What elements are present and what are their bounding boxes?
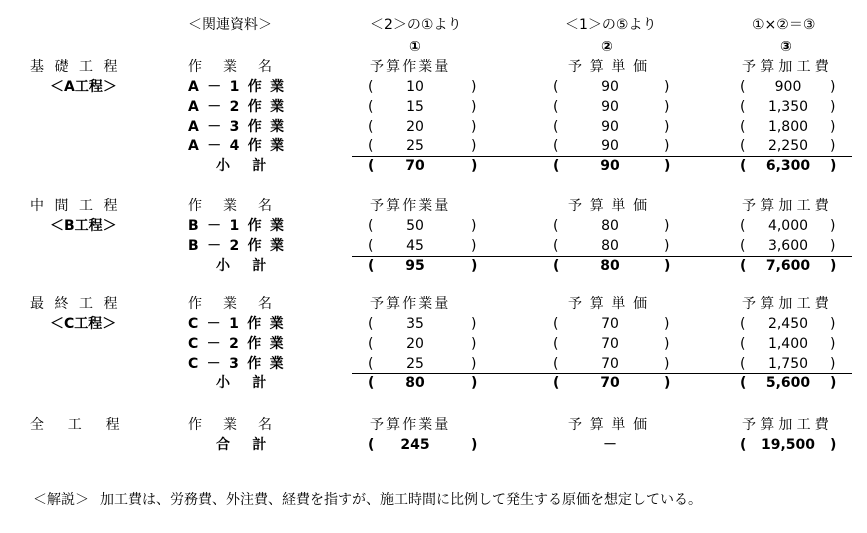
work-volume-value: 20	[406, 335, 424, 352]
subtotal-label: 小計	[216, 257, 289, 274]
close-paren: )	[664, 218, 670, 234]
col2-label: 予算単価	[568, 59, 655, 75]
close-paren: )	[471, 118, 477, 135]
close-paren: )	[471, 79, 477, 95]
col1-number: ①	[409, 39, 421, 55]
processing-cost-value: 1,400	[767, 335, 809, 352]
subtotal-volume-value: 70	[405, 158, 425, 175]
col2-number: ②	[601, 39, 613, 55]
close-paren: )	[471, 98, 477, 115]
processing-cost-value: 2,250	[767, 138, 809, 155]
open-paren: (	[740, 79, 746, 95]
work-item-name: C－1作業	[188, 316, 293, 332]
close-paren: )	[664, 375, 671, 392]
work-volume-value: 25	[406, 138, 424, 155]
close-paren: )	[471, 237, 477, 254]
col3-label: 予算加工費	[742, 198, 833, 214]
close-paren: )	[471, 335, 477, 352]
col3-number: ③	[780, 39, 792, 55]
open-paren: (	[740, 257, 747, 274]
work-volume-value: 35	[406, 316, 424, 332]
unit-price-value: 90	[601, 138, 619, 155]
open-paren: (	[740, 138, 746, 155]
processing-cost-value: 1,750	[767, 355, 809, 372]
col1-label: 予算作業量	[370, 296, 451, 312]
work-item-name: C－2作業	[188, 335, 293, 352]
section-name: 中間工程	[30, 198, 128, 214]
close-paren: )	[830, 316, 836, 332]
section-name: 基礎工程	[30, 59, 128, 75]
col3-source-label: ①×②＝③	[752, 17, 816, 33]
subtotal-price-value: 80	[600, 257, 620, 274]
close-paren: )	[471, 316, 477, 332]
open-paren: (	[740, 158, 747, 175]
note-text: 加工費は、労務費、外注費、経費を指すが、施工時間に比例して発生する原価を想定している。	[100, 492, 702, 508]
close-paren: )	[664, 257, 671, 274]
work-item-name: C－3作業	[188, 355, 293, 372]
open-paren: (	[368, 316, 374, 332]
work-item-name: A－2作業	[188, 98, 293, 115]
close-paren: )	[830, 218, 836, 234]
grand-col2-label: 予算単価	[568, 417, 655, 433]
open-paren: (	[368, 355, 374, 372]
grand-v2-value: －	[603, 437, 617, 453]
subtotal-volume-value: 80	[405, 375, 425, 392]
work-volume-value: 45	[406, 237, 424, 254]
unit-price-value: 90	[601, 118, 619, 135]
grand-v1-value: 245	[400, 437, 430, 453]
subtotal-cost-value: 5,600	[765, 375, 811, 392]
unit-price-value: 90	[601, 79, 619, 95]
subtotal-label: 小計	[216, 158, 289, 175]
open-paren: (	[368, 237, 374, 254]
processing-cost-value: 1,800	[767, 118, 809, 135]
open-paren: (	[553, 257, 560, 274]
grand-total-label: 合計	[216, 437, 289, 453]
close-paren: )	[664, 316, 670, 332]
open-paren: (	[553, 316, 559, 332]
col3-label: 予算加工費	[742, 296, 833, 312]
processing-cost-value: 3,600	[767, 237, 809, 254]
grand-col3-label: 予算加工費	[742, 417, 833, 433]
grand-v3-open-paren: (	[740, 437, 747, 453]
close-paren: )	[664, 79, 670, 95]
col2-label: 予算単価	[568, 198, 655, 214]
unit-price-value: 90	[601, 98, 619, 115]
grand-v3-close-paren: )	[830, 437, 837, 453]
open-paren: (	[553, 237, 559, 254]
open-paren: (	[740, 355, 746, 372]
work-volume-value: 25	[406, 355, 424, 372]
open-paren: (	[553, 335, 559, 352]
close-paren: )	[471, 138, 477, 155]
open-paren: (	[553, 118, 559, 135]
section-sub-label: ＜C工程＞	[50, 316, 117, 332]
grand-section-name: 全工程	[30, 417, 144, 433]
open-paren: (	[553, 79, 559, 95]
close-paren: )	[664, 355, 670, 372]
work-volume-value: 20	[406, 118, 424, 135]
work-volume-value: 10	[406, 79, 424, 95]
open-paren: (	[553, 98, 559, 115]
open-paren: (	[368, 375, 375, 392]
close-paren: )	[471, 355, 477, 372]
work-item-name: A－3作業	[188, 118, 293, 135]
close-paren: )	[830, 237, 836, 254]
close-paren: )	[830, 355, 836, 372]
open-paren: (	[368, 138, 374, 155]
grand-v3-value: 19,500	[760, 437, 816, 453]
processing-cost-value: 900	[774, 79, 802, 95]
unit-price-value: 70	[601, 316, 619, 332]
close-paren: )	[830, 335, 836, 352]
note-label: ＜解説＞	[33, 492, 89, 508]
open-paren: (	[553, 138, 559, 155]
open-paren: (	[368, 335, 374, 352]
unit-price-value: 80	[601, 237, 619, 254]
open-paren: (	[740, 316, 746, 332]
open-paren: (	[553, 218, 559, 234]
col3-label: 予算加工費	[742, 59, 833, 75]
processing-cost-value: 2,450	[767, 316, 809, 332]
col2-source-label: ＜1＞の⑤より	[565, 17, 657, 33]
close-paren: )	[471, 375, 478, 392]
work-volume-value: 50	[406, 218, 424, 234]
open-paren: (	[553, 355, 559, 372]
section-sub-label: ＜A工程＞	[50, 79, 117, 95]
work-name-label: 作業名	[188, 198, 293, 214]
open-paren: (	[553, 375, 560, 392]
grand-work-name-label: 作業名	[188, 417, 293, 433]
open-paren: (	[368, 218, 374, 234]
close-paren: )	[664, 158, 671, 175]
subtotal-label: 小計	[216, 375, 289, 392]
open-paren: (	[740, 218, 746, 234]
open-paren: (	[368, 118, 374, 135]
close-paren: )	[830, 375, 837, 392]
grand-v1-close-paren: )	[471, 437, 478, 453]
col1-label: 予算作業量	[370, 198, 451, 214]
work-name-label: 作業名	[188, 59, 293, 75]
subtotal-volume-value: 95	[405, 257, 425, 274]
close-paren: )	[471, 158, 478, 175]
open-paren: (	[740, 118, 746, 135]
open-paren: (	[368, 257, 375, 274]
col1-source-label: ＜2＞の①より	[370, 17, 462, 33]
open-paren: (	[368, 79, 374, 95]
processing-cost-value: 1,350	[767, 98, 809, 115]
unit-price-value: 80	[601, 218, 619, 234]
unit-price-value: 70	[601, 355, 619, 372]
close-paren: )	[471, 218, 477, 234]
open-paren: (	[740, 237, 746, 254]
col2-label: 予算単価	[568, 296, 655, 312]
section-name: 最終工程	[30, 296, 128, 312]
work-item-name: A－1作業	[188, 79, 293, 95]
unit-price-value: 70	[601, 335, 619, 352]
close-paren: )	[830, 158, 837, 175]
close-paren: )	[830, 79, 836, 95]
close-paren: )	[664, 335, 670, 352]
processing-cost-value: 4,000	[767, 218, 809, 234]
open-paren: (	[368, 158, 375, 175]
open-paren: (	[553, 158, 560, 175]
work-volume-value: 15	[406, 98, 424, 115]
close-paren: )	[664, 98, 670, 115]
col1-label: 予算作業量	[370, 59, 451, 75]
close-paren: )	[830, 257, 837, 274]
subtotal-price-value: 70	[600, 375, 620, 392]
subtotal-price-value: 90	[600, 158, 620, 175]
open-paren: (	[740, 335, 746, 352]
close-paren: )	[471, 257, 478, 274]
work-item-name: B－2作業	[188, 237, 293, 254]
subtotal-cost-value: 7,600	[765, 257, 811, 274]
work-name-label: 作業名	[188, 296, 293, 312]
open-paren: (	[740, 98, 746, 115]
open-paren: (	[740, 375, 747, 392]
section-sub-label: ＜B工程＞	[50, 218, 117, 234]
close-paren: )	[830, 138, 836, 155]
close-paren: )	[664, 138, 670, 155]
work-item-name: A－4作業	[188, 138, 293, 155]
open-paren: (	[368, 98, 374, 115]
close-paren: )	[830, 98, 836, 115]
grand-col1-label: 予算作業量	[370, 417, 451, 433]
close-paren: )	[664, 118, 670, 135]
close-paren: )	[664, 237, 670, 254]
close-paren: )	[830, 118, 836, 135]
work-item-name: B－1作業	[188, 218, 293, 234]
grand-v1-open-paren: (	[368, 437, 375, 453]
subtotal-cost-value: 6,300	[765, 158, 811, 175]
related-docs-label: ＜関連資料＞	[188, 17, 272, 33]
